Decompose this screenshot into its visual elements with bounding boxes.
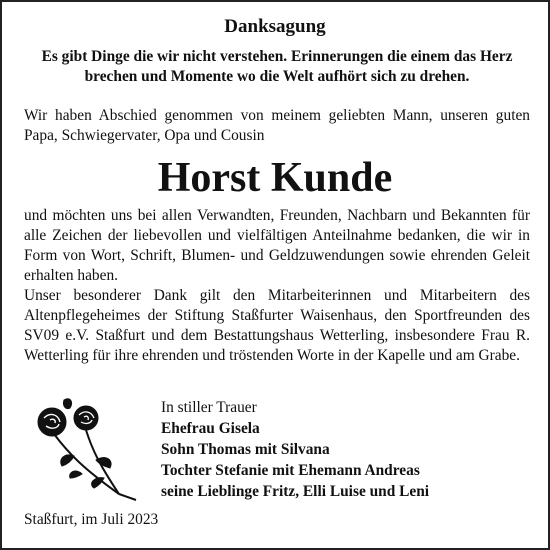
notice-heading: Danksagung bbox=[224, 16, 326, 37]
thanks-paragraph-2: Unser besonderer Dank gilt den Mitarbeiterinnen und Mitarbeitern des Altenpflegeheimes der Stiftung Staßfurter Waisenhaus, den Sportfreunden des SV09 e.V. Staßfurt und dem Bestattungshaus Wetterling, insbesondere Frau R. Wetterling für ihre ehrenden und tröstenden Worte in der Kapelle und am Grabe. bbox=[24, 287, 530, 364]
mourners-block bbox=[161, 397, 429, 502]
thanks-paragraph-1: und möchten uns bei allen Verwandten, Freunden, Nachbarn und Bekannten für alle Zeichen der liebevollen und vielfältigen Anteilnahme bedanken, die wir in Form von Wort, Schrift, Blumen- und Geldzuwendungen sowie ehrenden Geleit erhalten haben. bbox=[24, 207, 530, 284]
mourner-line: Sohn Thomas mit Silvana bbox=[161, 441, 330, 458]
thanks-text bbox=[24, 206, 530, 366]
mourner-line: Tochter Stefanie mit Ehemann Andreas bbox=[161, 462, 420, 479]
intro-text: Wir haben Abschied genommen von meinem geliebten Mann, unseren guten Papa, Schwiegervater, Opa und Cousin bbox=[24, 107, 530, 144]
deceased-name: Horst Kunde bbox=[157, 155, 393, 201]
rose-icon bbox=[24, 394, 142, 504]
mourner-line: seine Lieblinge Fritz, Elli Luise und Leni bbox=[161, 483, 430, 500]
mourner-line: Ehefrau Gisela bbox=[161, 420, 260, 437]
mourners-intro: In stiller Trauer bbox=[161, 399, 257, 416]
motto-text: Es gibt Dinge die wir nicht verstehen. Erinnerungen die einem das Herz brechen und Momente wo die Welt aufhört sich zu drehen. bbox=[41, 48, 513, 85]
place-date: Staßfurt, im Juli 2023 bbox=[24, 511, 159, 528]
